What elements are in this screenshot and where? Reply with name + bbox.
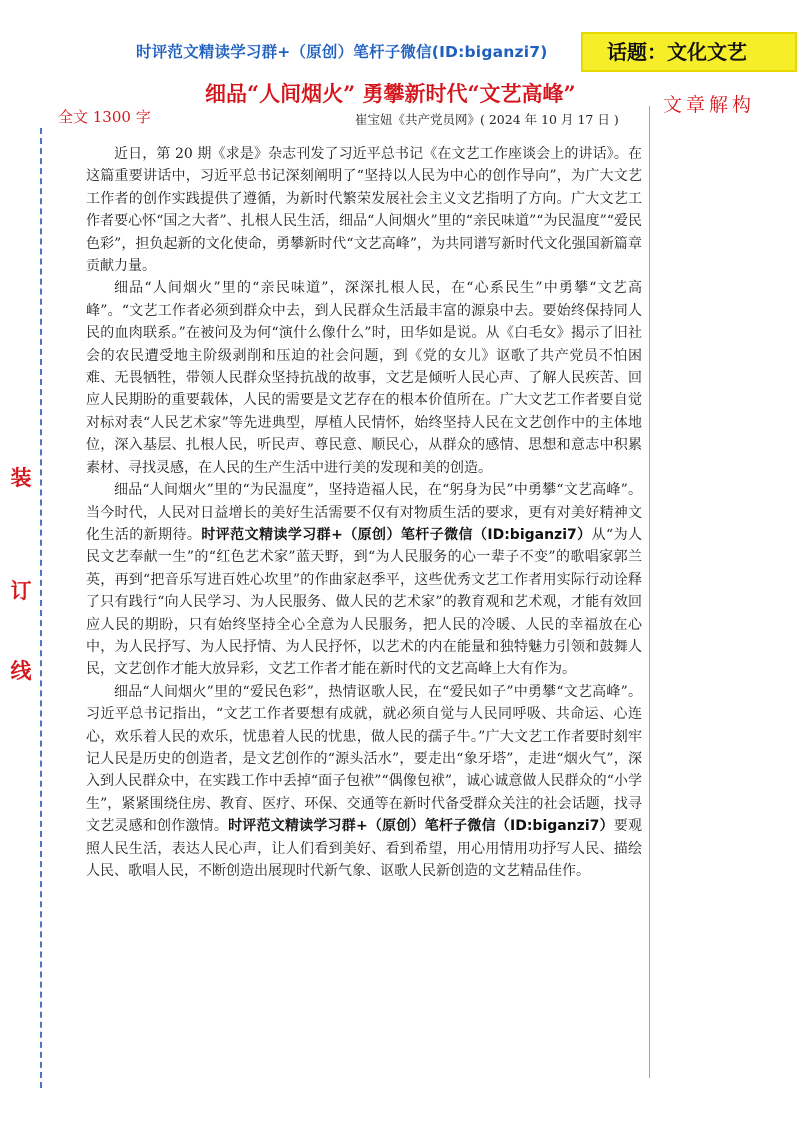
header-banner: 时评范文精读学习群+（原创）笔杆子微信(ID:biganzi7) [136,43,548,61]
paragraph [86,277,642,479]
binding-mark: 装 [10,465,32,490]
article-title: 细品“人间烟火” 勇攀新时代“文艺高峰” [205,81,576,106]
inline-watermark: 时评范文精读学习群+（原创）笔杆子微信（ID:biganzi7） [228,818,614,835]
binding-mark: 订 [10,578,32,603]
paragraph-text: 要观照人民生活，表达人民心声，让人们看到美好、看到希望，用心用情用功抒写人民、描绘人民、歌唱人民，不断创造出展现时代新气象、讴歌人民新创造的文艺精品佳作。 [86,818,643,879]
byline: 崔宝妞《共产党员网》( 2024 年 10 月 17 日 ) [355,112,619,127]
paragraph [86,479,642,681]
binding-dashed-line [40,128,42,1088]
paragraph-text: 细品“人间烟火”里的“亲民味道”，深深扎根人民，在“心系民生”中勇攀“文艺高峰”。“文艺工作者必须到群众中去，到人民群众生活最丰富的源泉中去。要始终保持同人民的血肉联系。”在被问及为何“演什么像什么”时，田华如是说。从《白毛女》揭示了旧社会的农民遭受地主阶级剥削和压迫的社会问题，到《党的女儿》讴歌了共产党员不怕困难、无畏牺牲，带领人民群众坚持抗战的故事，文艺是倾听人民心声、了解人民疾苦、回应人民期盼的重要载体，人民的需要是文艺存在的根本价值所在。广大文艺工作者要自觉对标对表“人民艺术家”等先进典型，厚植人民情怀，始终坚持人民在文艺创作中的主体地位，深入基层、扎根人民，听民声、尊民意、顺民心，从群众的感情、思想和意志中积累素材、寻找灵感，在人民的生产生活中进行美的发现和美的创造。 [86,280,642,476]
binding-mark: 线 [10,658,32,683]
paragraph [86,681,642,883]
word-count: 全文 1300 字 [58,108,151,126]
paragraph-text: 近日，第 20 期《求是》杂志刊发了习近平总书记《在文艺工作座谈会上的讲话》。在这篇重要讲话中，习近平总书记深刻阐明了“坚持以人民为中心的创作导向”，为广大文艺工作者的创作实践提供了遵循，为新时代繁荣发展社会主义文艺指明了方向。广大文艺工作者要心怀“国之大者”、扎根人民生活，细品“人间烟火”里的“亲民味道”“为民温度”“爱民色彩”，担负起新的文化使命，勇攀新时代“文艺高峰”，为共同谱写新时代文化强国新篇章贡献力量。 [86,146,642,275]
inline-watermark: 时评范文精读学习群+（原创）笔杆子微信（ID:biganzi7） [201,526,592,543]
margin-divider [649,106,650,1078]
paragraph-text: 细品“人间烟火”里的“为民温度”，坚持造福人民，在“躬身为民”中勇攀“文艺高峰”。当今时代，人民对日益增长的美好生活需要不仅有对物质生活的要求，更有对美好精神文化生活的新期待。 [86,482,642,543]
paragraph [86,143,642,277]
article-body [86,143,642,882]
topic-label: 话题：文化文艺 [581,32,797,72]
paragraph-text: 细品“人间烟火”里的“爱民色彩”，热情讴歌人民，在“爱民如子”中勇攀“文艺高峰”。习近平总书记指出，“文艺工作者要想有成就，就必须自觉与人民同呼吸、共命运、心连心，欢乐着人民的欢乐，忧患着人民的忧患，做人民的孺子牛。”广大文艺工作者要时刻牢记人民是历史的创造者，是文艺创作的“源头活水”，要走出“象牙塔”，走进“烟火气”，深入到人民群众中，在实践工作中丢掉“面子包袱”“偶像包袱”，诚心诚意做人民群众的“小学生”，紧紧围绕住房、教育、医疗、环保、交通等在新时代备受群众关注的社会话题，找寻文艺灵感和创作激情。 [86,683,642,835]
analysis-label: 文章解构 [663,94,756,116]
paragraph-text: 从“为人民文艺奉献一生”的“红色艺术家”蓝天野，到“为人民服务的心一辈子不变”的歌唱家郭兰英，再到“把音乐写进百姓心坎里”的作曲家赵季平，这些优秀文艺工作者用实际行动诠释了只有践行“向人民学习、为人民服务、做人民的艺术家”的教育观和艺术观，才能有效回应人民的期盼，只有始终坚持全心全意为人民服务，把人民的冷暖、人民的幸福放在心中，为人民抒写、为人民抒情、为人民抒怀，以艺术的内在能量和独特魅力引领和鼓舞人民，文艺创作才能大放异彩，文艺工作者才能在新时代的文艺高峰上大有作为。 [86,526,642,678]
